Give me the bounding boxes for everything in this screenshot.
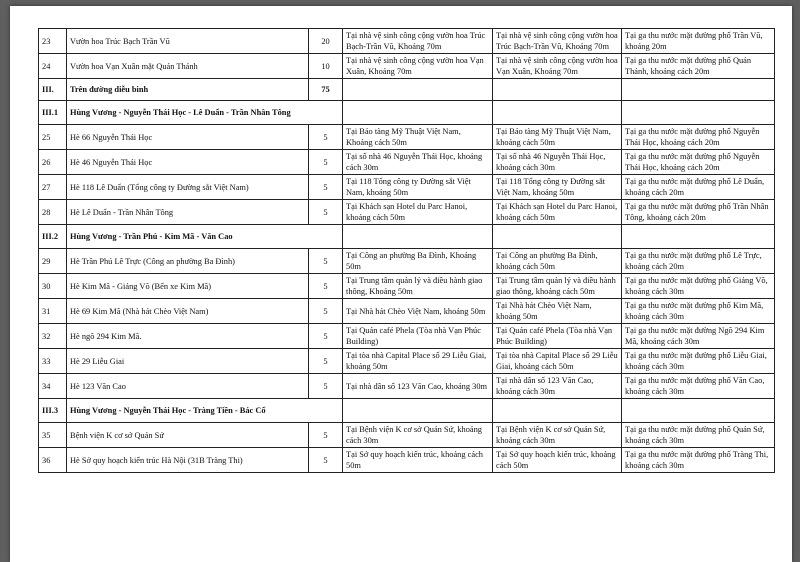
location-name: Hè 29 Liễu Giai (67, 349, 309, 374)
section-row (39, 399, 775, 423)
location-detail-1: Tại Nhà hát Chèo Việt Nam, khoảng 50m (343, 299, 493, 324)
table-row (39, 274, 775, 299)
empty-cell (343, 101, 493, 125)
location-detail-2: Tại Quán café Phela (Tòa nhà Vạn Phúc Building) (493, 324, 622, 349)
section-title: Hùng Vương - Nguyễn Thái Học - Tràng Tiền - Bác Cổ (67, 399, 343, 423)
location-detail-2: Tại tòa nhà Capital Place số 29 Liễu Giai, khoảng cách 50m (493, 349, 622, 374)
row-number: 35 (39, 423, 67, 448)
drainage-location: Tại ga thu nước mặt đường phố Giảng Võ, khoảng cách 30m (622, 274, 775, 299)
location-detail-2: Tại số nhà 46 Nguyễn Thái Học, khoảng cách 30m (493, 150, 622, 175)
quantity: 5 (309, 175, 343, 200)
table-row (39, 324, 775, 349)
quantity: 5 (309, 423, 343, 448)
location-detail-2: Tại nhà vệ sinh công cộng vườn hoa Trúc Bạch-Trần Vũ, Khoảng 70m (493, 29, 622, 54)
drainage-location: Tại ga thu nước mặt đường Ngõ 294 Kim Mã, khoảng cách 30m (622, 324, 775, 349)
drainage-location: Tại ga thu nước mặt đường phố Tràng Thi, khoảng cách 30m (622, 448, 775, 473)
row-number: 36 (39, 448, 67, 473)
table-body (39, 29, 775, 473)
quantity: 5 (309, 274, 343, 299)
location-detail-2: Tại nhà dân số 123 Văn Cao, khoảng cách 30m (493, 374, 622, 399)
drainage-location: Tại ga thu nước mặt đường phố Lê Trực, khoảng cách 20m (622, 249, 775, 274)
empty-cell (493, 101, 622, 125)
quantity: 5 (309, 200, 343, 225)
table-row (39, 54, 775, 79)
row-number: 32 (39, 324, 67, 349)
location-detail-2: Tại Trung tâm quản lý và điều hành giao thông, khoảng cách 50m (493, 274, 622, 299)
location-name: Trên đường diễu binh (67, 79, 309, 101)
section-title: Hùng Vương - Trần Phú - Kim Mã - Văn Cao (67, 225, 343, 249)
drainage-location: Tại ga thu nước mặt đường phố Nguyễn Thái Học, khoảng cách 20m (622, 150, 775, 175)
section-row (39, 101, 775, 125)
row-number: III. (39, 79, 67, 101)
drainage-location: Tại ga thu nước mặt đường phố Lê Duẩn, khoảng cách 20m (622, 175, 775, 200)
table-row (39, 125, 775, 150)
table-row (39, 423, 775, 448)
empty-cell (343, 225, 493, 249)
quantity: 5 (309, 125, 343, 150)
row-number: 26 (39, 150, 67, 175)
row-number: 23 (39, 29, 67, 54)
location-name: Hè Trần Phú Lê Trực (Công an phường Ba Đình) (67, 249, 309, 274)
quantity: 5 (309, 324, 343, 349)
location-name: Hè 123 Văn Cao (67, 374, 309, 399)
location-detail-1: Tại số nhà 46 Nguyễn Thái Học, khoảng cách 30m (343, 150, 493, 175)
document-page (10, 6, 792, 562)
row-number: 24 (39, 54, 67, 79)
row-number: 29 (39, 249, 67, 274)
row-number: 31 (39, 299, 67, 324)
empty-cell (622, 225, 775, 249)
location-detail-2: Tại Khách sạn Hotel du Parc Hanoi, khoảng cách 50m (493, 200, 622, 225)
row-number: 27 (39, 175, 67, 200)
quantity: 20 (309, 29, 343, 54)
location-name: Hè ngõ 294 Kim Mã. (67, 324, 309, 349)
location-detail-1: Tại 118 Tổng công ty Đường sắt Việt Nam, khoảng 50m (343, 175, 493, 200)
row-number: 34 (39, 374, 67, 399)
location-name: Hè Sở quy hoạch kiến trúc Hà Nội (31B Tràng Thi) (67, 448, 309, 473)
drainage-location: Tại ga thu nước mặt đường phố Kim Mã, khoảng cách 30m (622, 299, 775, 324)
table-row (39, 349, 775, 374)
empty-cell (622, 101, 775, 125)
location-detail-2: Tại nhà vệ sinh công cộng vườn hoa Vạn Xuân, Khoảng 70m (493, 54, 622, 79)
quantity: 5 (309, 374, 343, 399)
location-detail-1: Tại Sở quy hoạch kiến trúc, khoảng cách 50m (343, 448, 493, 473)
quantity: 5 (309, 349, 343, 374)
location-name: Hè 69 Kim Mã (Nhà hát Chèo Việt Nam) (67, 299, 309, 324)
empty-cell (493, 399, 622, 423)
location-detail-1: Tại nhà vệ sinh công cộng vườn hoa Trúc Bạch-Trần Vũ, Khoảng 70m (343, 29, 493, 54)
quantity: 5 (309, 299, 343, 324)
empty-cell (343, 79, 493, 101)
empty-cell (493, 79, 622, 101)
table-row (39, 200, 775, 225)
location-name: Hè Lê Duẩn - Trần Nhân Tông (67, 200, 309, 225)
location-name: Vườn hoa Trúc Bạch Trần Vũ (67, 29, 309, 54)
row-number: 28 (39, 200, 67, 225)
section-number: III.3 (39, 399, 67, 423)
toilet-locations-table (38, 28, 775, 473)
empty-cell (493, 225, 622, 249)
location-name: Hè 118 Lê Duẩn (Tổng công ty Đường sắt Việt Nam) (67, 175, 309, 200)
location-detail-1: Tại tòa nhà Capital Place số 29 Liễu Giai, khoảng 50m (343, 349, 493, 374)
location-name: Hè 66 Nguyễn Thái Học (67, 125, 309, 150)
table-row (39, 175, 775, 200)
location-name: Vườn hoa Vạn Xuân mặt Quán Thánh (67, 54, 309, 79)
row-number: 25 (39, 125, 67, 150)
location-name: Hè 46 Nguyễn Thái Học (67, 150, 309, 175)
location-detail-2: Tại Bệnh viện K cơ sở Quán Sứ, khoảng cách 30m (493, 423, 622, 448)
section-row (39, 225, 775, 249)
location-detail-2: Tại 118 Tổng công ty Đường sắt Việt Nam, khoảng 50m (493, 175, 622, 200)
drainage-location: Tại ga thu nước mặt đường phố Trần Vũ, khoảng 20m (622, 29, 775, 54)
location-name: Hè Kim Mã - Giảng Võ (Bến xe Kim Mã) (67, 274, 309, 299)
location-detail-1: Tại nhà vệ sinh công cộng vườn hoa Vạn Xuân, Khoảng 70m (343, 54, 493, 79)
quantity: 5 (309, 249, 343, 274)
section-number: III.1 (39, 101, 67, 125)
location-detail-1: Tại Bệnh viện K cơ sở Quán Sứ, khoảng cách 30m (343, 423, 493, 448)
drainage-location: Tại ga thu nước mặt đường phố Văn Cao, khoảng cách 30m (622, 374, 775, 399)
quantity: 75 (309, 79, 343, 101)
location-detail-1: Tại Công an phường Ba Đình, Khoảng 50m (343, 249, 493, 274)
location-name: Bệnh viện K cơ sở Quán Sứ (67, 423, 309, 448)
location-detail-2: Tại Bảo tàng Mỹ Thuật Việt Nam, khoảng cách 50m (493, 125, 622, 150)
table-row (39, 29, 775, 54)
section-number: III.2 (39, 225, 67, 249)
row-number: 30 (39, 274, 67, 299)
location-detail-1: Tại Bảo tàng Mỹ Thuật Việt Nam, Khoảng cách 50m (343, 125, 493, 150)
table-row (39, 374, 775, 399)
location-detail-1: Tại Trung tâm quản lý và điều hành giao thông, Khoảng 50m (343, 274, 493, 299)
location-detail-1: Tại Khách sạn Hotel du Parc Hanoi, khoảng cách 50m (343, 200, 493, 225)
drainage-location: Tại ga thu nước mặt đường phố Liễu Giai, khoảng cách 30m (622, 349, 775, 374)
empty-cell (343, 399, 493, 423)
table-row (39, 249, 775, 274)
location-detail-2: Tại Nhà hát Chèo Việt Nam, khoảng 50m (493, 299, 622, 324)
table-row (39, 299, 775, 324)
quantity: 5 (309, 448, 343, 473)
location-detail-2: Tại Công an phường Ba Đình, khoảng cách 50m (493, 249, 622, 274)
location-detail-1: Tại Quán café Phela (Tòa nhà Vạn Phúc Building) (343, 324, 493, 349)
section-title: Hùng Vương - Nguyễn Thái Học - Lê Duẩn - Trần Nhân Tông (67, 101, 343, 125)
location-detail-1: Tại nhà dân số 123 Văn Cao, khoảng 30m (343, 374, 493, 399)
quantity: 5 (309, 150, 343, 175)
empty-cell (622, 399, 775, 423)
group-row (39, 79, 775, 101)
quantity: 10 (309, 54, 343, 79)
drainage-location: Tại ga thu nước mặt đường phố Quán Sứ, khoảng cách 30m (622, 423, 775, 448)
drainage-location: Tại ga thu nước mặt đường phố Quán Thánh, khoảng cách 20m (622, 54, 775, 79)
drainage-location: Tại ga thu nước mặt đường phố Nguyễn Thái Học, khoảng cách 20m (622, 125, 775, 150)
table-row (39, 448, 775, 473)
row-number: 33 (39, 349, 67, 374)
table-row (39, 150, 775, 175)
empty-cell (622, 79, 775, 101)
drainage-location: Tại ga thu nước mặt đường phố Trần Nhân Tông, khoảng cách 20m (622, 200, 775, 225)
location-detail-2: Tại Sở quy hoạch kiến trúc, khoảng cách 50m (493, 448, 622, 473)
